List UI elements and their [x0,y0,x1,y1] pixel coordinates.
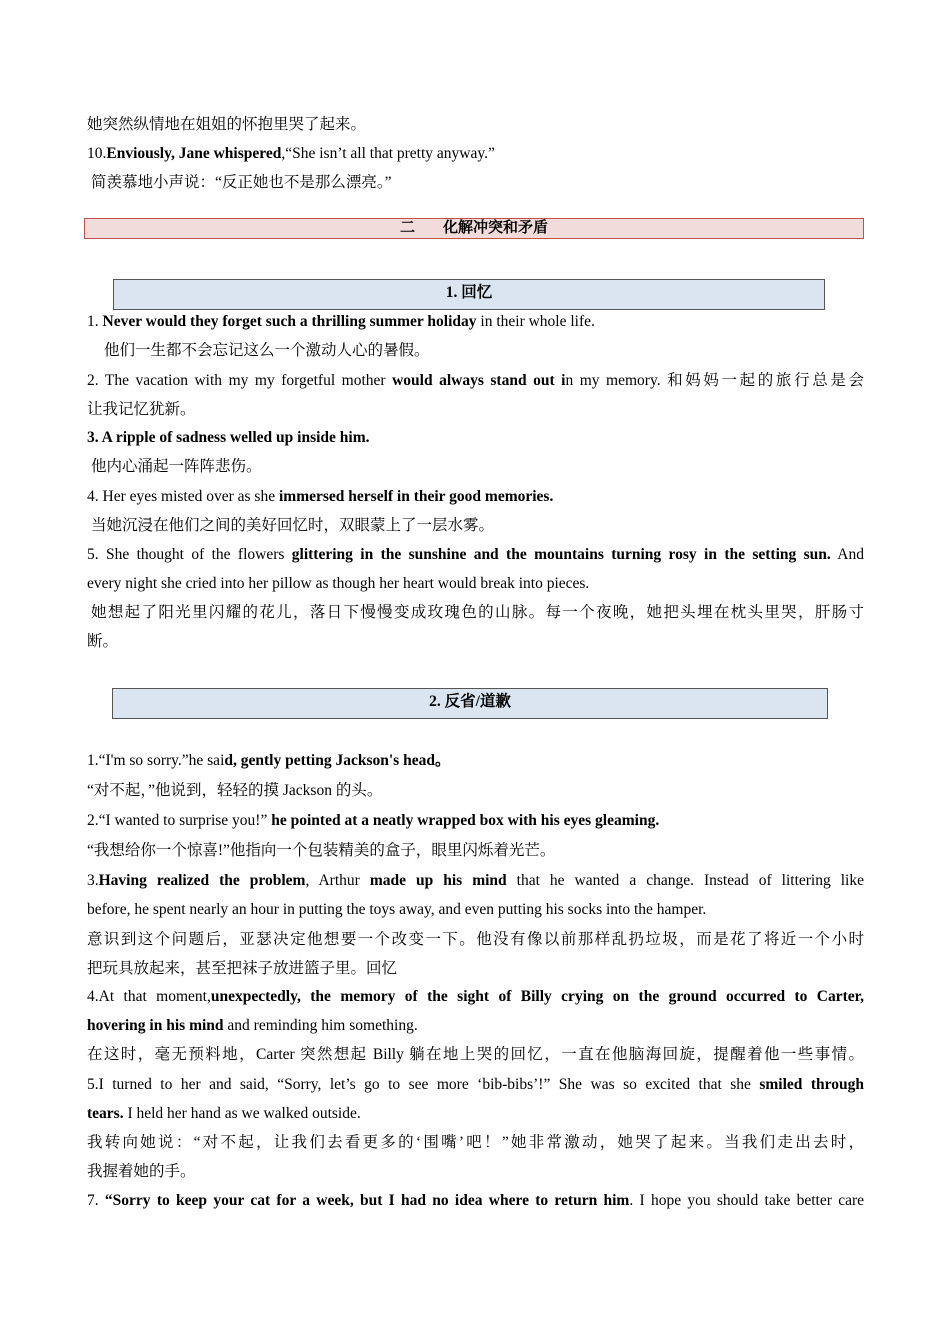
item-number: 3. [87,872,99,889]
bold-phrase: immersed herself in their good memories. [278,488,554,505]
text-line [87,806,864,835]
cn-translation: 他们一生都不会忘记这么一个激动人心的暑假。 [104,342,430,359]
text-line [87,395,864,424]
bold-phrase: would always stand out i [392,372,566,389]
subsection-title: 2. 反省/道歉 [429,693,511,710]
cn-translation: 断。 [87,633,119,650]
text-line [87,1128,864,1157]
text-line [87,139,864,168]
bold-phrase: Never would they forget such a thrilling summer holiday [102,313,477,330]
text-line [87,1070,864,1099]
bold-phrase: hovering in his mind [87,1017,224,1034]
text-line [87,895,864,924]
sentence-text: 4. Her eyes misted over as she [87,488,279,505]
sentence-text: that he wanted a change. Instead of littering like [506,872,864,889]
text-line [87,982,864,1011]
cn-translation: 当她沉浸在他们之间的美好回忆时，双眼蒙上了一层水雾。 [91,517,495,534]
sentence-text: before, he spent nearly an hour in putting the toys away, and even putting his socks into the hamper. [87,901,707,918]
sentence-text: ,“She isn’t all that pretty anyway.” [281,145,495,162]
cn-translation: 让我记忆犹新。 [87,401,196,418]
sentence-text: n my memory. 和妈妈一起的旅行总是会 [565,372,864,389]
subsection-title: 1. 回忆 [445,284,493,301]
sentence-text: And [830,546,865,563]
subsection-heading [113,279,825,310]
item-number: 1. [87,313,103,330]
text-line [87,366,864,395]
sentence-text: in their whole life. [476,313,595,330]
section-number: 二 [399,220,415,236]
text-line [87,168,868,197]
cn-translation: 把玩具放起来，甚至把袜子放进篮子里。回忆 [87,960,398,977]
text-line [87,836,864,865]
sentence-text: I held her hand as we walked outside. [123,1105,361,1122]
cn-translation: 他内心涌起一阵阵悲伤。 [91,458,262,475]
cn-translation: 在这时，毫无预料地，Carter 突然想起 Billy 躺在地上哭的回忆，一直在他脑海回旋，提醒着他一些事情。 [87,1046,864,1063]
text-line [87,1186,864,1215]
bold-phrase: Having realized the problem [98,872,306,889]
cn-translation: 我转向她说：“对不起，让我们去看更多的‘围嘴’吧！”她非常激动，她哭了起来。当我们走出去时， [87,1134,864,1151]
bold-phrase: he pointed at a neatly wrapped box with his eyes gleaming. [271,812,660,829]
bold-phrase: made up his mind [369,872,507,889]
text-line [87,511,868,540]
text-line [87,1099,864,1128]
text-line [87,482,864,511]
sentence-text: , Arthur [305,872,370,889]
bold-phrase: 3. A ripple of sadness welled up inside him. [87,429,370,446]
bold-phrase: smiled through [759,1076,864,1093]
text-line [87,1040,864,1069]
cn-translation: 意识到这个问题后，亚瑟决定他想要一个改变一下。他没有像以前那样乱扔垃圾，而是花了将近一个小时 [87,931,864,948]
sentence-text: 4.At that moment, [87,988,211,1005]
text-line [87,307,864,336]
bold-phrase: tears. [87,1105,124,1122]
cn-translation: “对不起，”他说到，轻轻的摸 Jackson 的头。 [87,782,383,799]
text-line [87,110,864,139]
cn-translation: “我想给你一个惊喜!”他指向一个包装精美的盒子，眼里闪烁着光芒。 [87,842,556,859]
text-line [87,1011,864,1040]
text-line [87,954,864,983]
text-line [87,1157,864,1186]
section-heading [84,218,864,239]
text-line [87,598,864,627]
sentence-text: 5.I turned to her and said, “Sorry, let’s go to see more ‘bib-bibs’!” She was so excited that she [87,1076,760,1093]
subsection-heading [112,688,828,719]
text-line [87,423,864,452]
text-line [87,925,864,954]
sentence-text: 2.“I wanted to surprise you!” [87,812,272,829]
text-line [87,569,864,598]
bold-phrase: Enviously, Jane whispered [106,145,282,162]
bold-phrase: d, gently petting Jackson's head。 [224,752,451,769]
cn-translation: 简羡慕地小声说：“反正她也不是那么漂亮。” [91,174,392,191]
cn-translation: 我握着她的手。 [87,1163,196,1180]
text-line [87,336,881,365]
bold-phrase: glittering in the sunshine and the mountains turning rosy in the setting sun. [291,546,831,563]
text-line [87,627,864,656]
sentence-text: 5. She thought of the flowers [87,546,292,563]
sentence-text: 1.“I'm so sorry.”he sai [87,752,225,769]
text-line [87,776,864,805]
text-line [87,540,864,569]
text-line [87,866,864,895]
section-title: 化解冲突和矛盾 [443,220,549,236]
text-line [87,746,864,775]
sentence-text: . I hope you should take better care [629,1192,864,1209]
bold-phrase: “Sorry to keep your cat for a week, but I had no idea where to return him [104,1192,630,1209]
cn-translation: 她想起了阳光里闪耀的花儿，落日下慢慢变成玫瑰色的山脉。每一个夜晚，她把头埋在枕头里哭，肝肠寸 [91,604,864,621]
item-number: 10. [87,145,107,162]
bold-phrase: unexpectedly, the memory of the sight of Billy crying on the ground occurred to Carter, [210,988,864,1005]
sentence-text: and reminding him something. [223,1017,418,1034]
text-line [87,452,868,481]
cn-translation: 她突然纵情地在姐姐的怀抱里哭了起来。 [87,116,367,133]
item-number: 7. [87,1192,105,1209]
sentence-text: every night she cried into her pillow as though her heart would break into pieces. [87,575,590,592]
sentence-text: 2. The vacation with my my forgetful mother [87,372,393,389]
